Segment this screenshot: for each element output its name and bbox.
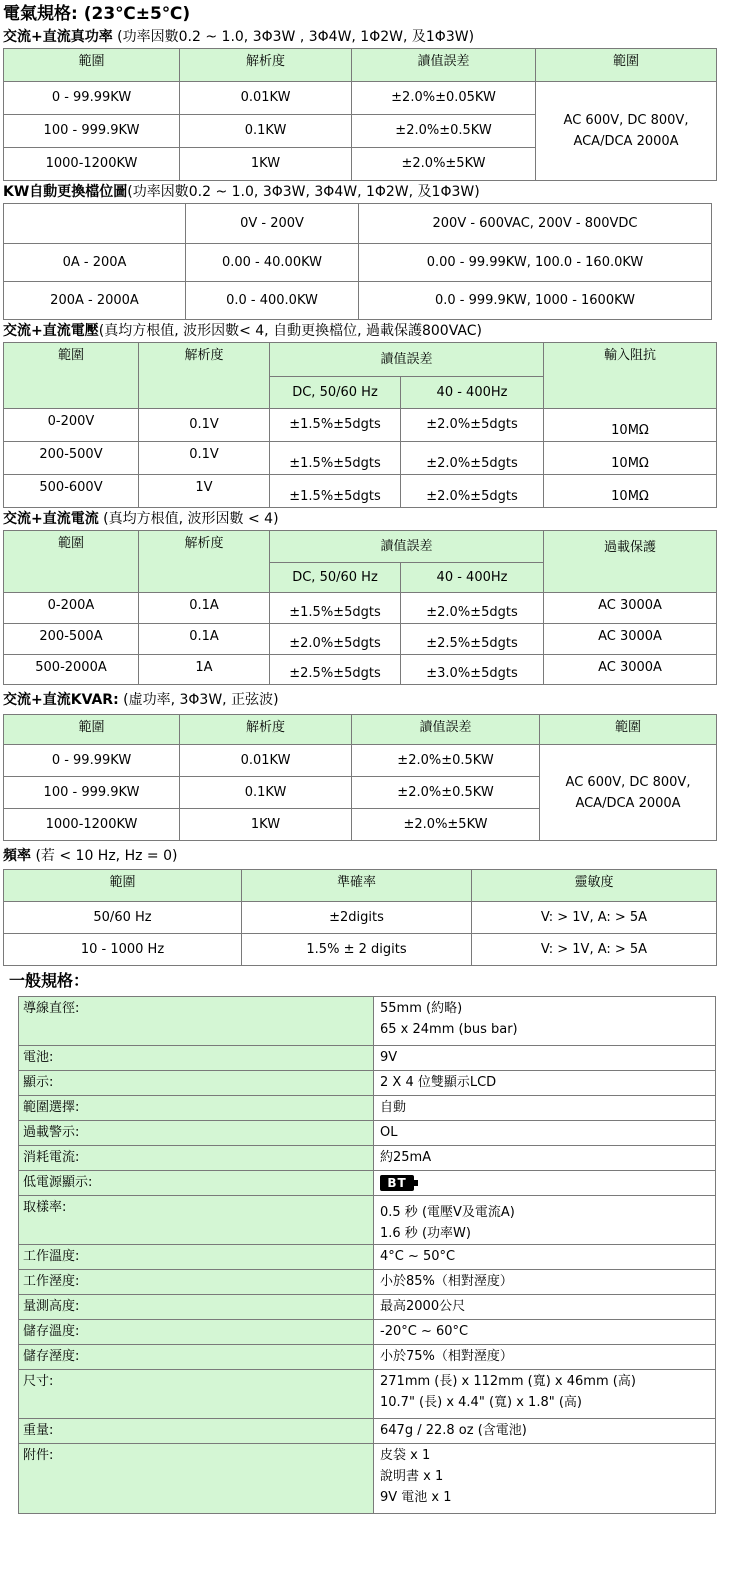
spec-value: OL bbox=[374, 1121, 716, 1146]
cell-accuracy-ac: ±2.0%±5dgts bbox=[401, 442, 544, 475]
cell-kw-low: 0.00 - 40.00KW bbox=[186, 244, 359, 282]
spec-value-line: 65 x 24mm (bus bar) bbox=[380, 1022, 518, 1037]
section-title-note: (真均方根值, 波形因數 < 4) bbox=[98, 511, 279, 527]
cell-accuracy: ±2.0%±0.5KW bbox=[352, 745, 540, 777]
spec-label: 範圍選擇: bbox=[19, 1096, 374, 1121]
cell-resolution: 1KW bbox=[180, 809, 352, 841]
cell-resolution: 0.01KW bbox=[180, 745, 352, 777]
header-cell: 範圍 bbox=[540, 715, 717, 745]
table-row bbox=[4, 244, 712, 282]
spec-value-line: 55mm (約略) bbox=[380, 1001, 463, 1016]
cell-range: 0 - 99.99KW bbox=[4, 745, 180, 777]
table-row bbox=[19, 1295, 716, 1320]
cell-accuracy-dc: ±1.5%±5dgts bbox=[270, 442, 401, 475]
cell-accuracy: ±2.0%±0.05KW bbox=[352, 82, 536, 115]
table-row bbox=[19, 1071, 716, 1096]
header-cell: 準確率 bbox=[242, 870, 472, 902]
spec-label: 工作溫度: bbox=[19, 1245, 374, 1270]
section-title-bold: 交流+直流KVAR: bbox=[3, 692, 119, 708]
cell-accuracy: ±2.0%±5KW bbox=[352, 809, 540, 841]
section-title-note: (功率因數0.2 ~ 1.0, 3Φ3W , 3Φ4W, 1Φ2W, 及1Φ3W) bbox=[112, 29, 475, 45]
cell-kw-high: 0.00 - 99.99KW, 100.0 - 160.0KW bbox=[359, 244, 712, 282]
section-title-note: (功率因數0.2 ~ 1.0, 3Φ3W, 3Φ4W, 1Φ2W, 及1Φ3W) bbox=[127, 184, 480, 200]
cell-range: 500-2000A bbox=[4, 655, 139, 685]
cell-resolution: 0.1KW bbox=[180, 777, 352, 809]
cell-resolution: 1KW bbox=[180, 148, 352, 181]
sub-header-cell: 40 - 400Hz bbox=[401, 377, 544, 409]
header-cell: 範圍 bbox=[4, 49, 180, 82]
cell-accuracy-dc: ±1.5%±5dgts bbox=[270, 409, 401, 442]
section-title-current bbox=[3, 508, 719, 530]
header-cell: 範圍 bbox=[4, 343, 139, 409]
table-row bbox=[4, 282, 712, 320]
header-cell: 範圍 bbox=[4, 531, 139, 593]
spec-value-line: 9V 電池 x 1 bbox=[380, 1490, 452, 1505]
spec-value: 約25mA bbox=[374, 1146, 716, 1171]
table-row bbox=[19, 1245, 716, 1270]
table-row bbox=[4, 745, 717, 777]
table-row bbox=[4, 934, 717, 966]
cell-accuracy: 1.5% ± 2 digits bbox=[242, 934, 472, 966]
spec-label: 工作溼度: bbox=[19, 1270, 374, 1295]
header-cell: 靈敏度 bbox=[472, 870, 717, 902]
kw-auto-range-table bbox=[3, 203, 712, 320]
table-row bbox=[4, 902, 717, 934]
cell-accuracy: ±2.0%±0.5KW bbox=[352, 115, 536, 148]
section-title-note: (若 < 10 Hz, Hz = 0) bbox=[31, 848, 178, 864]
cell-range: 200-500A bbox=[4, 624, 139, 655]
cell-accuracy-ac: ±2.0%±5dgts bbox=[401, 593, 544, 624]
cell-accuracy: ±2.0%±0.5KW bbox=[352, 777, 540, 809]
section-title-power bbox=[3, 26, 719, 48]
cell-overload: AC 3000A bbox=[544, 593, 717, 624]
cell-impedance: 10MΩ bbox=[544, 409, 717, 442]
header-cell: 範圍 bbox=[4, 715, 180, 745]
spec-value: 小於85%（相對溼度） bbox=[374, 1270, 716, 1295]
section-title-bold: 頻率 bbox=[3, 848, 31, 864]
header-cell: 讀值誤差 bbox=[270, 343, 544, 377]
header-cell: 過載保護 bbox=[544, 531, 717, 593]
spec-value-line: 1.6 秒 (功率W) bbox=[380, 1226, 471, 1241]
header-cell: 範圍 bbox=[536, 49, 717, 82]
table-row bbox=[4, 655, 717, 685]
table-row bbox=[4, 409, 717, 442]
cell-accuracy-ac: ±2.0%±5dgts bbox=[401, 475, 544, 508]
sub-header-cell: DC, 50/60 Hz bbox=[270, 377, 401, 409]
spec-label: 尺寸: bbox=[19, 1370, 374, 1419]
cell-current-range: 200A - 2000A bbox=[4, 282, 186, 320]
table-row bbox=[19, 1270, 716, 1295]
spec-value: 小於75%（相對溼度） bbox=[374, 1345, 716, 1370]
spec-label: 導線直徑: bbox=[19, 997, 374, 1046]
spec-label: 儲存溼度: bbox=[19, 1345, 374, 1370]
table-row bbox=[19, 997, 716, 1046]
spec-value: 4°C ~ 50°C bbox=[374, 1245, 716, 1270]
section-title-bold: 交流+直流電壓 bbox=[3, 323, 99, 339]
cell-range: 0 - 99.99KW bbox=[4, 82, 180, 115]
section-title-bold: 交流+直流真功率 bbox=[3, 29, 113, 45]
range-note-cell bbox=[540, 745, 717, 841]
cell-accuracy-dc: ±2.5%±5dgts bbox=[270, 655, 401, 685]
cell-range: 100 - 999.9KW bbox=[4, 115, 180, 148]
header-cell: 讀值誤差 bbox=[270, 531, 544, 563]
header-cell: 解析度 bbox=[180, 715, 352, 745]
cell-accuracy-dc: ±1.5%±5dgts bbox=[270, 475, 401, 508]
header-cell: 輸入阻抗 bbox=[544, 343, 717, 409]
cell-accuracy-ac: ±3.0%±5dgts bbox=[401, 655, 544, 685]
cell-accuracy-ac: ±2.0%±5dgts bbox=[401, 409, 544, 442]
cell-accuracy: ±2digits bbox=[242, 902, 472, 934]
cell-overload: AC 3000A bbox=[544, 655, 717, 685]
spec-value: 最高2000公尺 bbox=[374, 1295, 716, 1320]
spec-label: 電池: bbox=[19, 1046, 374, 1071]
table-row bbox=[19, 1046, 716, 1071]
cell-resolution: 1A bbox=[139, 655, 270, 685]
spec-value bbox=[374, 1444, 716, 1514]
section-title-note: (真均方根值, 波形因數< 4, 自動更換檔位, 過載保護800VAC) bbox=[98, 323, 482, 339]
cell-range: 0-200V bbox=[4, 409, 139, 442]
spec-label: 附件: bbox=[19, 1444, 374, 1514]
cell-accuracy: ±2.0%±5KW bbox=[352, 148, 536, 181]
header-cell: 讀值誤差 bbox=[352, 715, 540, 745]
range-note-line: ACA/DCA 2000A bbox=[575, 795, 681, 811]
header-cell: 解析度 bbox=[180, 49, 352, 82]
cell-resolution: 0.1V bbox=[139, 442, 270, 475]
spec-value: 9V bbox=[374, 1046, 716, 1071]
table-row bbox=[19, 1320, 716, 1345]
spec-value: 647g / 22.8 oz (含電池) bbox=[374, 1419, 716, 1444]
spec-label: 重量: bbox=[19, 1419, 374, 1444]
spec-label: 顯示: bbox=[19, 1071, 374, 1096]
cell-range: 1000-1200KW bbox=[4, 809, 180, 841]
table-row bbox=[19, 1171, 716, 1196]
cell-sensitivity: V: > 1V, A: > 5A bbox=[472, 902, 717, 934]
range-note-cell bbox=[536, 82, 717, 181]
section-title-frequency bbox=[3, 845, 719, 867]
cell-resolution: 1V bbox=[139, 475, 270, 508]
spec-label: 取樣率: bbox=[19, 1196, 374, 1245]
cell-accuracy-ac: ±2.5%±5dgts bbox=[401, 624, 544, 655]
current-spec-table bbox=[3, 530, 717, 685]
spec-sheet bbox=[3, 0, 719, 1514]
cell-resolution: 0.1V bbox=[139, 409, 270, 442]
spec-value: 2 X 4 位雙顯示LCD bbox=[374, 1071, 716, 1096]
range-note-line: ACA/DCA 2000A bbox=[573, 134, 679, 149]
page-title: 電氣規格: (23℃±5℃) bbox=[3, 4, 191, 24]
sub-header-cell: DC, 50/60 Hz bbox=[270, 563, 401, 593]
spec-label: 儲存溫度: bbox=[19, 1320, 374, 1345]
cell-resolution: 0.1KW bbox=[180, 115, 352, 148]
table-row bbox=[4, 593, 717, 624]
spec-value bbox=[374, 1196, 716, 1245]
table-row bbox=[4, 82, 717, 115]
spec-value-line: 說明書 x 1 bbox=[380, 1469, 444, 1484]
table-row bbox=[19, 1419, 716, 1444]
cell-overload: AC 3000A bbox=[544, 624, 717, 655]
spec-value bbox=[374, 1171, 716, 1196]
table-row bbox=[19, 1146, 716, 1171]
cell-accuracy-dc: ±2.0%±5dgts bbox=[270, 624, 401, 655]
header-cell: 解析度 bbox=[139, 531, 270, 593]
spec-value-line: 10.7" (長) x 4.4" (寬) x 1.8" (高) bbox=[380, 1395, 582, 1410]
spec-value-line: 271mm (長) x 112mm (寬) x 46mm (高) bbox=[380, 1374, 636, 1389]
cell-sensitivity: V: > 1V, A: > 5A bbox=[472, 934, 717, 966]
table-row bbox=[19, 1370, 716, 1419]
cell-resolution: 0.1A bbox=[139, 624, 270, 655]
spec-value: 自動 bbox=[374, 1096, 716, 1121]
spec-label: 消耗電流: bbox=[19, 1146, 374, 1171]
header-cell: 讀值誤差 bbox=[352, 49, 536, 82]
low-battery-icon: BT bbox=[380, 1175, 414, 1191]
voltage-spec-table bbox=[3, 342, 717, 508]
section-title-voltage bbox=[3, 320, 719, 342]
kvar-spec-table bbox=[3, 714, 717, 841]
table-row bbox=[19, 1096, 716, 1121]
spec-value-line: 皮袋 x 1 bbox=[380, 1448, 431, 1463]
cell-range: 10 - 1000 Hz bbox=[4, 934, 242, 966]
table-row bbox=[4, 624, 717, 655]
table-row bbox=[19, 1444, 716, 1514]
section-title-note: (虛功率, 3Φ3W, 正弦波) bbox=[118, 692, 279, 708]
table-row bbox=[19, 1196, 716, 1245]
cell-impedance: 10MΩ bbox=[544, 475, 717, 508]
cell-range: 50/60 Hz bbox=[4, 902, 242, 934]
cell-range: 500-600V bbox=[4, 475, 139, 508]
header-cell-empty bbox=[4, 204, 186, 244]
cell-range: 200-500V bbox=[4, 442, 139, 475]
header-cell: 範圍 bbox=[4, 870, 242, 902]
frequency-spec-table bbox=[3, 869, 717, 966]
spec-label: 低電源顯示: bbox=[19, 1171, 374, 1196]
table-row bbox=[4, 475, 717, 508]
cell-current-range: 0A - 200A bbox=[4, 244, 186, 282]
table-row bbox=[19, 1345, 716, 1370]
section-title-bold: 交流+直流電流 bbox=[3, 511, 99, 527]
cell-range: 0-200A bbox=[4, 593, 139, 624]
table-row bbox=[4, 442, 717, 475]
power-spec-table bbox=[3, 48, 717, 181]
range-note-line: AC 600V, DC 800V, bbox=[565, 774, 691, 790]
cell-impedance: 10MΩ bbox=[544, 442, 717, 475]
cell-range: 1000-1200KW bbox=[4, 148, 180, 181]
header-cell: 解析度 bbox=[139, 343, 270, 409]
cell-resolution: 0.1A bbox=[139, 593, 270, 624]
spec-value-line: 0.5 秒 (電壓V及電流A) bbox=[380, 1205, 515, 1220]
cell-kw-low: 0.0 - 400.0KW bbox=[186, 282, 359, 320]
cell-range: 100 - 999.9KW bbox=[4, 777, 180, 809]
table-row bbox=[19, 1121, 716, 1146]
spec-label: 量測高度: bbox=[19, 1295, 374, 1320]
header-cell: 200V - 600VAC, 200V - 800VDC bbox=[359, 204, 712, 244]
header-cell: 0V - 200V bbox=[186, 204, 359, 244]
general-spec-title: 一般規格： bbox=[9, 971, 90, 990]
section-title-kw-auto bbox=[3, 181, 719, 203]
sub-header-cell: 40 - 400Hz bbox=[401, 563, 544, 593]
spec-value bbox=[374, 997, 716, 1046]
range-note-line: AC 600V, DC 800V, bbox=[563, 113, 689, 128]
cell-accuracy-dc: ±1.5%±5dgts bbox=[270, 593, 401, 624]
general-spec-table bbox=[18, 996, 716, 1514]
spec-label: 過載警示: bbox=[19, 1121, 374, 1146]
section-title-bold: KW自動更換檔位圖 bbox=[3, 184, 128, 200]
spec-value: -20°C ~ 60°C bbox=[374, 1320, 716, 1345]
spec-value bbox=[374, 1370, 716, 1419]
section-title-kvar bbox=[3, 689, 719, 711]
cell-resolution: 0.01KW bbox=[180, 82, 352, 115]
cell-kw-high: 0.0 - 999.9KW, 1000 - 1600KW bbox=[359, 282, 712, 320]
